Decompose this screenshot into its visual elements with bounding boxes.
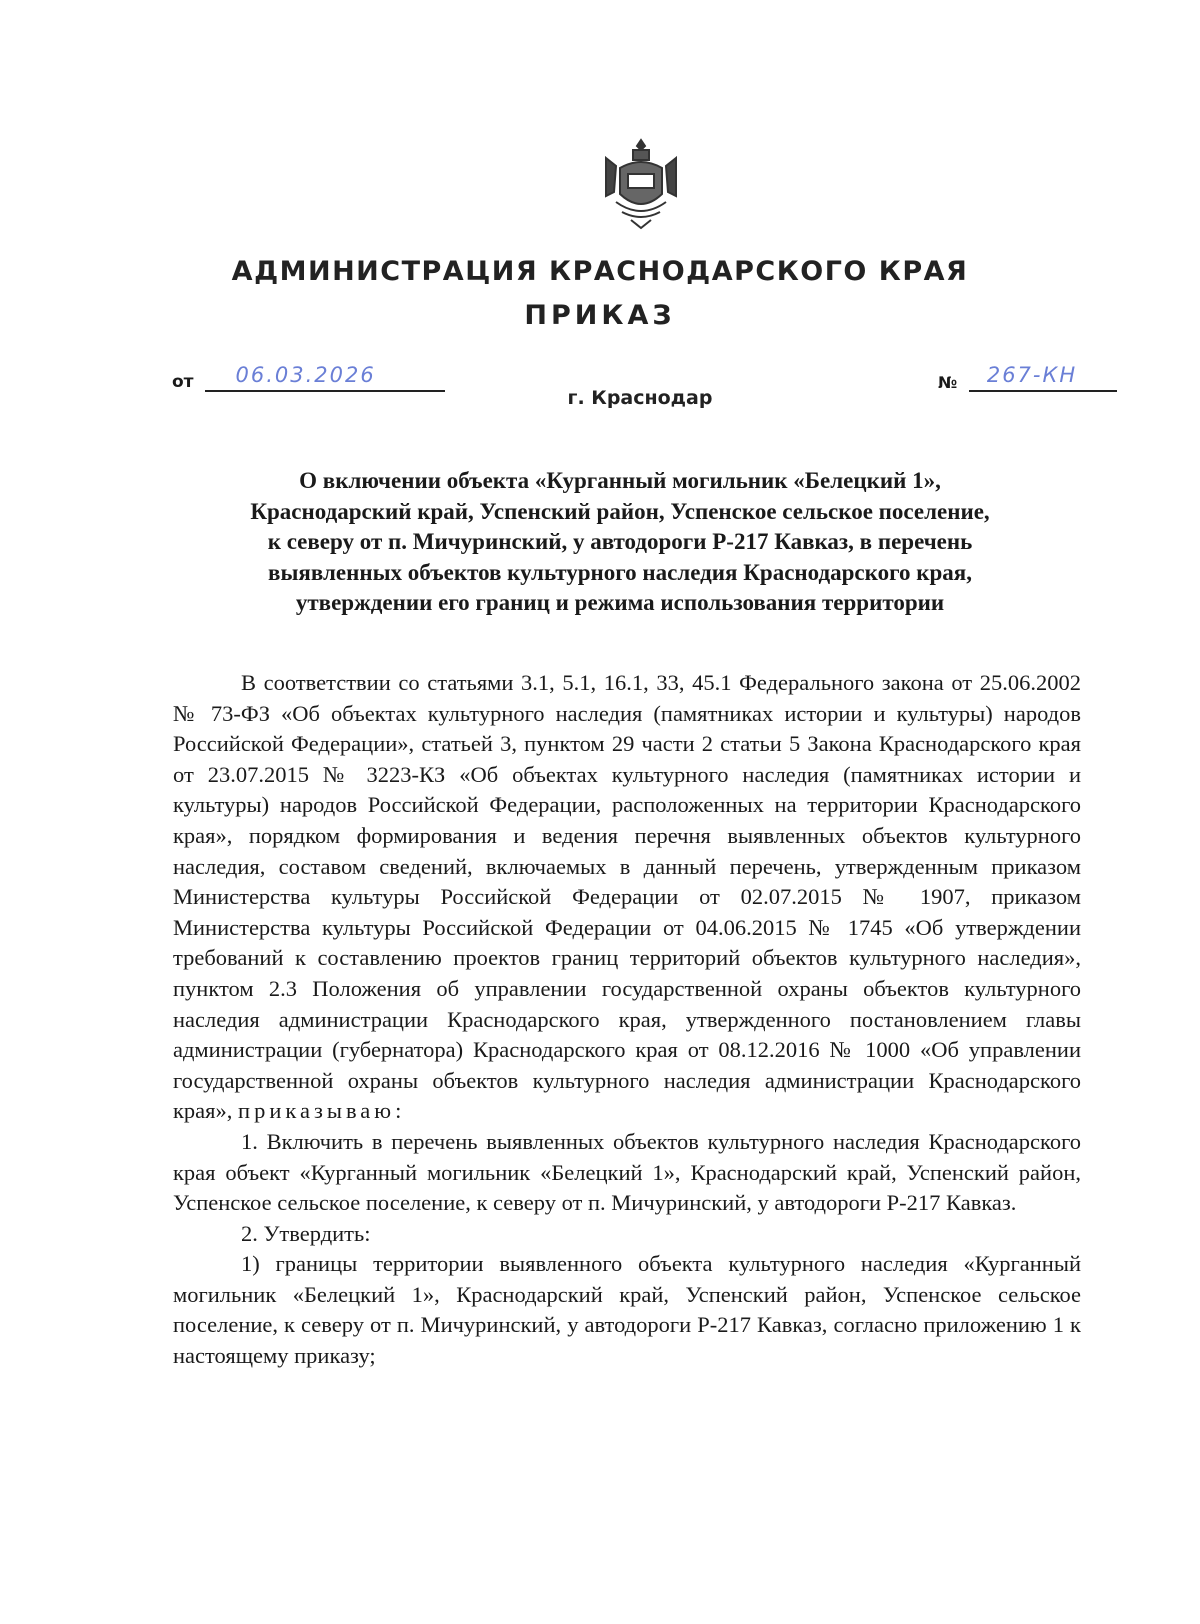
item-1-paragraph: 1. Включить в перечень выявленных объектов культурного наследия Краснодарского края объект «Курганный могильник «Белецкий 1», Краснодарский край, Успенский район, Успенское сельское поселение, к северу от п. Мичуринский, у автодороги Р-217 Кавказ. <box>173 1128 1081 1216</box>
title-line: выявленных объектов культурного наследия Краснодарского края, <box>268 559 972 585</box>
title-line: О включении объекта «Курганный могильник «Белецкий 1», <box>299 468 941 493</box>
coat-of-arms-emblem-icon <box>598 138 684 232</box>
number-label: № <box>938 373 958 392</box>
item-2-paragraph: 2. Утвердить: <box>241 1220 371 1246</box>
preamble-text: В соответствии со статьями 3.1, 5.1, 16.1, 33, 45.1 Федерального закона от 25.06.2002 № 73-ФЗ «Об объектах культурного наследия (памятниках истории и культуры) народов Российской Федерации», статьей 3, пунктом 29 части 2 статьи 5 Закона Краснодарского края от 23.07.2015 № 3223-КЗ «Об объектах культурного наследия (памятниках истории и культуры) народов Российской Федерации, расположенных на территории Краснодарского края», порядком формирования и ведения перечня выявленных объектов культурного наследия, составом сведений, включаемых в данный перечень, утвержденным приказом Министерства культуры Российской Федерации от 02.07.2015 № 1907, приказом Министерства культуры Российской Федерации от 04.06.2015 № 1745 «Об утверждении требований к составлению проектов границ территорий объектов культурного наследия», пунктом 2.3 Положения об управлении государственной охраны объектов культурного наследия администрации Краснодарского края, утвержденного постановлением главы администрации (губернатора) Краснодарского края от 08.12.2016 № 1000 «Об управлении государственной охраны объектов культурного наследия администрации Краснодарского края», <box>173 670 1081 1124</box>
item-2-1-paragraph: 1) границы территории выявленного объекта культурного наследия «Курганный могильник «Белецкий 1», Краснодарский край, Успенский район, Успенское сельское поселение, к северу от п. Мичуринский, у автодороги Р-217 Кавказ, согласно приложению 1 к настоящему приказу; <box>173 1251 1081 1369</box>
document-type: ПРИКАЗ <box>524 300 676 331</box>
handwritten-date: 06.03.2026 <box>205 364 445 392</box>
title-line: к северу от п. Мичуринский, у автодороги Р-217 Кавказ, в перечень <box>267 529 973 554</box>
preamble-paragraph <box>173 668 1081 1127</box>
order-word: приказываю: <box>238 1098 406 1124</box>
title-line: Краснодарский край, Успенский район, Успенское сельское поселение, <box>250 498 990 524</box>
document-title <box>160 466 1080 619</box>
city-name: г. Краснодар <box>567 387 713 409</box>
title-line: утверждении его границ и режима использования территории <box>295 590 945 615</box>
document-body <box>173 668 1081 1372</box>
date-label: от <box>172 372 194 392</box>
organization-name: АДМИНИСТРАЦИЯ КРАСНОДАРСКОГО КРАЯ <box>231 256 969 287</box>
handwritten-number: 267-КН <box>969 364 1117 392</box>
